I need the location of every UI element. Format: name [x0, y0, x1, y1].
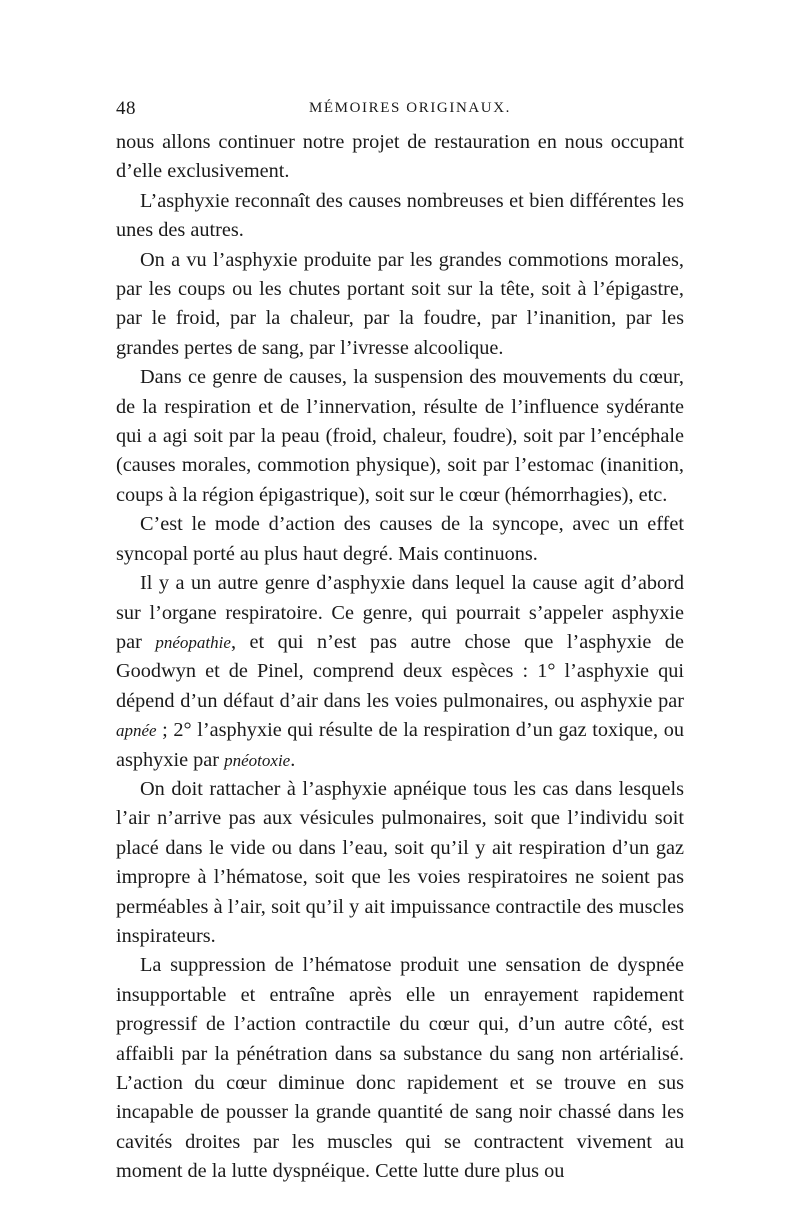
paragraph-8: La suppression de l’hématose produit une sensation de dyspnée insupportable et entraîne après elle un enrayement rapidement progressif de l’action contractile du cœur qui, d’un autre côté, est affaibli par la pénétration dans sa substance du sang non artérialisé. L’action du cœur diminue donc rapidement et se trouve en sus incapable de pousser la grande quantité de sang noir chassé dans les cavités droites par les muscles qui se contractent vivement au moment de la lutte dyspnéique. Cette lutte dure plus ou — [116, 954, 684, 1183]
term-pneopathie: pnéopathie — [155, 632, 231, 652]
page-header — [116, 96, 684, 126]
paragraph-5: C’est le mode d’action des causes de la syncope, avec un effet syncopal porté au plus haut degré. Mais continuons. — [116, 513, 684, 565]
paragraph-6-text-b: , et qui n’est pas autre chose que l’asphyxie de Goodwyn et de Pinel, comprend deux espèces : 1° l’asphyxie qui dépend d’un défaut d’air dans les voies pulmonaires, ou asphyxie par — [116, 630, 684, 712]
paragraph-6-text-a: Il y a un autre genre d’asphyxie dans lequel la cause agit d’abord sur l’organe respiratoire. Ce genre, qui pourrait s’appeler asphyxie par — [116, 572, 684, 653]
running-head: MÉMOIRES ORIGINAUX. — [308, 100, 512, 116]
page-number: 48 — [116, 98, 136, 119]
term-apnee: apnée — [116, 721, 157, 741]
body-text — [116, 128, 684, 1187]
paragraph-3: On a vu l’asphyxie produite par les grandes commotions morales, par les coups ou les chutes portant soit sur la tête, soit à l’épigastre, par le froid, par la chaleur, par la foudre, par l’inanition, par les grandes pertes de sang, par l’ivresse alcoolique. — [116, 248, 684, 359]
paragraph-6-text-d: . — [290, 748, 296, 771]
paragraph-4: Dans ce genre de causes, la suspension des mouvements du cœur, de la respiration et de l’innervation, résulte de l’influence sydérante qui a agi soit par la peau (froid, chaleur, foudre), soit par l’encéphale (causes morales, commotion physique), soit par l’estomac (inanition, coups à la région épigastrique), soit sur le cœur (hémorrhagies), etc. — [116, 366, 684, 506]
term-pneotoxie: pnéotoxie — [224, 750, 291, 770]
paragraph-1: nous allons continuer notre projet de restauration en nous occupant d’elle exclusivement. — [116, 131, 684, 183]
paragraph-6-text-c: ; 2° l’asphyxie qui résulte de la respiration d’un gaz toxique, ou asphyxie par — [116, 719, 684, 771]
paragraph-6 — [116, 569, 684, 775]
paragraph-2: L’asphyxie reconnaît des causes nombreuses et bien différentes les unes des autres. — [116, 189, 684, 242]
book-page — [116, 96, 684, 1187]
paragraph-7: On doit rattacher à l’asphyxie apnéique tous les cas dans lesquels l’air n’arrive pas aux vésicules pulmonaires, soit que l’individu soit placé dans le vide ou dans l’eau, soit qu’il y ait respiration d’un gaz impropre à l’hématose, soit que les voies respiratoires ne soient pas perméables à l’air, soit qu’il y ait impuissance contractile des muscles inspirateurs. — [116, 777, 684, 947]
